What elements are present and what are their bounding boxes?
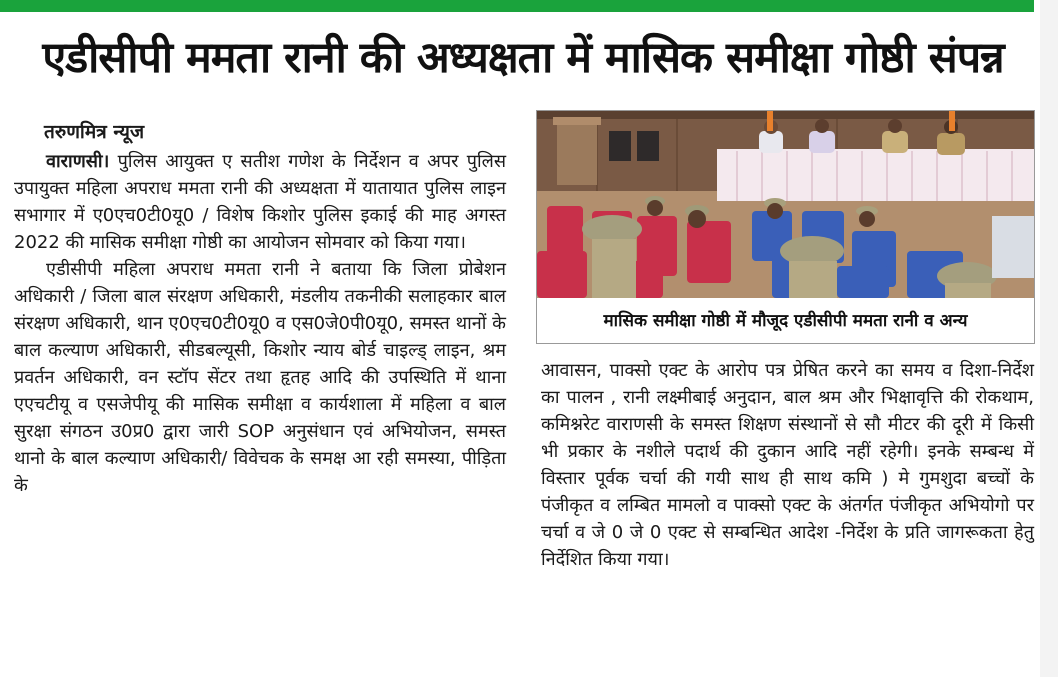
- byline: तरुणमित्र न्यूज: [44, 121, 145, 143]
- headline: एडीसीपी ममता रानी की अध्यक्षता में मासिक समीक्षा गोष्ठी संपन्न: [42, 33, 1004, 83]
- article-column-right: [541, 357, 1034, 573]
- paragraph-1-text: पुलिस आयुक्त ए सतीश गणेश के निर्देशन व अपर पुलिस उपायुक्त महिला अपराध ममता रानी की अध्यक्षता में यातायात पुलिस लाइन सभागार में ए0एच0टी0यू0 / विशेष किशोर पुलिस इकाई की माह अगस्त 2022 की मासिक समीक्षा गोष्ठी का आयोजन सोमवार को किया गया।: [14, 151, 506, 253]
- dateline: वाराणसी।: [46, 151, 110, 172]
- meeting-photo: [537, 111, 1034, 298]
- meeting-photo-illustration: [537, 111, 1034, 298]
- article-paragraph-2: एडीसीपी महिला अपराध ममता रानी ने बताया कि जिला प्रोबेशन अधिकारी / जिला बाल संरक्षण अधिकारी, मंडलीय तकनीकी सलाहकार बाल संरक्षण अधिकारी, थान ए0एच0टी0यू0 व एस0जे0पी0यू0, समस्त थानों के बाल कल्याण अधिकारी, सीडबल्यूसी, किशोर न्याय बोर्ड चाइल्ड् लाइन, श्रम प्रवर्तन अधिकारी, वन स्टॉप सेंटर तथा हृतह आदि की उपस्थिति में थाना एएचटीयू व एसजेपीयू की मासिक समीक्षा व कार्यशाला में महिला व बाल सुरक्षा संगठन उ0प्र0 द्वारा जारी SOP अनुसंधान एवं अभियोजन, समस्त थानो के बाल कल्याण अधिकारी/ विवेचक के समक्ष आ रही समस्या, पीड़िता के: [14, 259, 506, 496]
- article-column-left: [14, 148, 506, 499]
- photo-caption: मासिक समीक्षा गोष्ठी में मौजूद एडीसीपी ममता रानी व अन्य: [603, 311, 968, 331]
- page-edge: [1040, 0, 1058, 677]
- news-photo-frame: [536, 110, 1035, 344]
- top-accent-bar: [0, 0, 1034, 12]
- article-paragraph-2-continued: आवासन, पाक्सो एक्ट के आरोप पत्र प्रेषित करने का समय व दिशा-निर्देश का पालन , रानी लक्ष्मीबाई अनुदान, बाल श्रम और भिक्षावृत्ति की रोकथाम, कमिश्नरेट वाराणसी के समस्त शिक्षण संस्थानों से सौ मीटर की दूरी में किसी भी प्रकार के नशीले पदार्थ की दुकान आदि नहीं रहेगी। इनके सम्बन्ध में विस्तार पूर्वक चर्चा की गयी साथ ही साथ कमि ) मे गुमशुदा बच्चों के पंजीकृत व लम्बित मामलो व पाक्सो एक्ट के अंतर्गत पंजीकृत अभियोगो पर चर्चा व जे 0 जे 0 एक्ट से सम्बन्धित आदेश -निर्देश के प्रति जागरूकता हेतु निर्देशित किया गया।: [541, 360, 1034, 570]
- article-paragraph-1: [14, 148, 506, 256]
